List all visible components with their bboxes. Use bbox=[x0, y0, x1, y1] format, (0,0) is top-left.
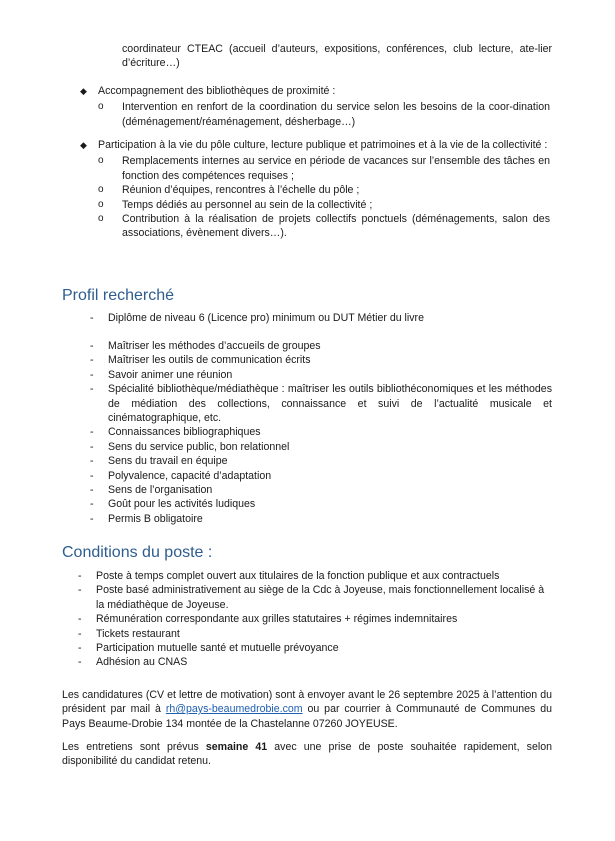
dash-bullet-icon: - bbox=[90, 312, 94, 324]
circle-bullet-icon: o bbox=[98, 184, 104, 196]
list-item: Adhésion au CNAS bbox=[96, 656, 188, 669]
entretiens-paragraph bbox=[62, 740, 552, 769]
list-item: Tickets restaurant bbox=[96, 627, 180, 640]
list-item: Savoir animer une réunion bbox=[108, 368, 233, 381]
entretiens-text-end: avec une prise de poste souhaitée rapidement, selon disponibilité du candidat retenu. bbox=[62, 741, 552, 768]
list-item: Rémunération correspondante aux grilles statutaires + régimes indemnitaires bbox=[96, 613, 458, 626]
candidature-text-start: Les candidatures (CV et lettre de motivation) sont à envoyer avant le 26 septembre 2025 à l’attention du président par mail à bbox=[62, 689, 552, 716]
diamond-bullet-icon: ◆ bbox=[80, 140, 87, 150]
list-item: Connaissances bibliographiques bbox=[108, 426, 261, 439]
dash-bullet-icon: - bbox=[78, 656, 82, 669]
dash-bullet-icon: - bbox=[90, 426, 94, 439]
list-item: Sens du service public, bon relationnel bbox=[108, 440, 290, 453]
dash-bullet-icon: - bbox=[90, 512, 94, 525]
list-item: Sens de l’organisation bbox=[108, 484, 213, 497]
dash-bullet-icon: - bbox=[90, 498, 94, 511]
candidature-paragraph bbox=[62, 688, 552, 731]
list-item: Poste à temps complet ouvert aux titulaires de la fonction publique et aux contractuels bbox=[96, 570, 500, 582]
list-item: Participation mutuelle santé et mutuelle prévoyance bbox=[96, 642, 339, 655]
profil-diploma bbox=[90, 311, 552, 325]
dash-bullet-icon: - bbox=[90, 383, 94, 396]
dash-bullet-icon: - bbox=[90, 484, 94, 497]
section-heading-conditions: Conditions du poste : bbox=[62, 544, 213, 561]
circle-bullet-icon: o bbox=[98, 155, 104, 167]
dash-bullet-icon: - bbox=[78, 570, 82, 582]
dash-bullet-icon: - bbox=[90, 340, 94, 352]
list-item: Poste basé administrativement au siège de la Cdc à Joyeuse, mais fonctionnellement localisé à la médiathèque de Joyeuse. bbox=[96, 584, 545, 611]
conditions-list bbox=[78, 569, 550, 670]
dash-bullet-icon: - bbox=[78, 627, 82, 640]
candidature-text-end: ou par courrier à Communauté de Communes du Pays Beaume-Drobie 134 montée de la Chastelanne 07260 JOYEUSE. bbox=[62, 703, 552, 730]
dash-bullet-icon: - bbox=[90, 368, 94, 381]
list-item: Permis B obligatoire bbox=[108, 512, 203, 525]
circle-bullet-icon: o bbox=[98, 101, 104, 113]
circle-bullet-icon: o bbox=[98, 213, 104, 225]
entretiens-text-start: Les entretiens sont prévus bbox=[62, 741, 206, 753]
mission-item bbox=[80, 138, 550, 241]
section-heading-profil: Profil recherché bbox=[62, 287, 175, 304]
profil-diploma-text: Diplôme de niveau 6 (Licence pro) minimum ou DUT Métier du livre bbox=[108, 312, 424, 324]
mission-sub-item: Temps dédiés au personnel au sein de la collectivité ; bbox=[122, 198, 373, 211]
list-item: Sens du travail en équipe bbox=[108, 455, 228, 468]
dash-bullet-icon: - bbox=[90, 440, 94, 453]
circle-bullet-icon: o bbox=[98, 198, 104, 210]
entretiens-week: semaine 41 bbox=[205, 741, 268, 753]
mission-label: Participation à la vie du pôle culture, lecture publique et patrimoines et à la vie de la collectivité : bbox=[98, 139, 548, 151]
continuation-text: coordinateur CTEAC (accueil d’auteurs, expositions, conférences, club lecture, ate-lier d’écriture…) bbox=[122, 43, 552, 70]
mission-sub-item: Contribution à la réalisation de projets collectifs ponctuels (déménagements, salon des associations, évènement divers…). bbox=[122, 213, 550, 240]
list-item: Maîtriser les méthodes d’accueils de groupes bbox=[108, 340, 321, 352]
mission-sub-item: Remplacements internes au service en période de vacances sur l’ensemble des tâches en fonction des compétences requises ; bbox=[122, 155, 550, 182]
dash-bullet-icon: - bbox=[90, 469, 94, 482]
dash-bullet-icon: - bbox=[78, 584, 82, 597]
list-item: Polyvalence, capacité d’adaptation bbox=[108, 469, 272, 482]
list-item: Spécialité bibliothèque/médiathèque : maîtriser les outils bibliothéconomiques et les méthodes de médiation des collections, connaissance et suivi de l’actualité musicale et cinématographique, etc. bbox=[108, 383, 552, 425]
mission-label: Accompagnement des bibliothèques de proximité : bbox=[98, 85, 336, 97]
mission-sub-item: Réunion d’équipes, rencontres à l’échelle du pôle ; bbox=[122, 184, 360, 197]
dash-bullet-icon: - bbox=[78, 642, 82, 655]
profil-list bbox=[90, 339, 552, 526]
mission-sub-item: Intervention en renfort de la coordination du service selon les besoins de la coor-dination (déménagement/réaménagement, désherbage…) bbox=[122, 101, 550, 128]
list-item: Goût pour les activités ludiques bbox=[108, 498, 256, 511]
dash-bullet-icon: - bbox=[90, 455, 94, 468]
dash-bullet-icon: - bbox=[78, 613, 82, 626]
dash-bullet-icon: - bbox=[90, 354, 94, 367]
mission-item bbox=[80, 84, 550, 129]
diamond-bullet-icon: ◆ bbox=[80, 86, 87, 96]
email-link[interactable]: rh@pays-beaumedrobie.com bbox=[165, 703, 303, 716]
list-item: Maîtriser les outils de communication écrits bbox=[108, 354, 311, 367]
